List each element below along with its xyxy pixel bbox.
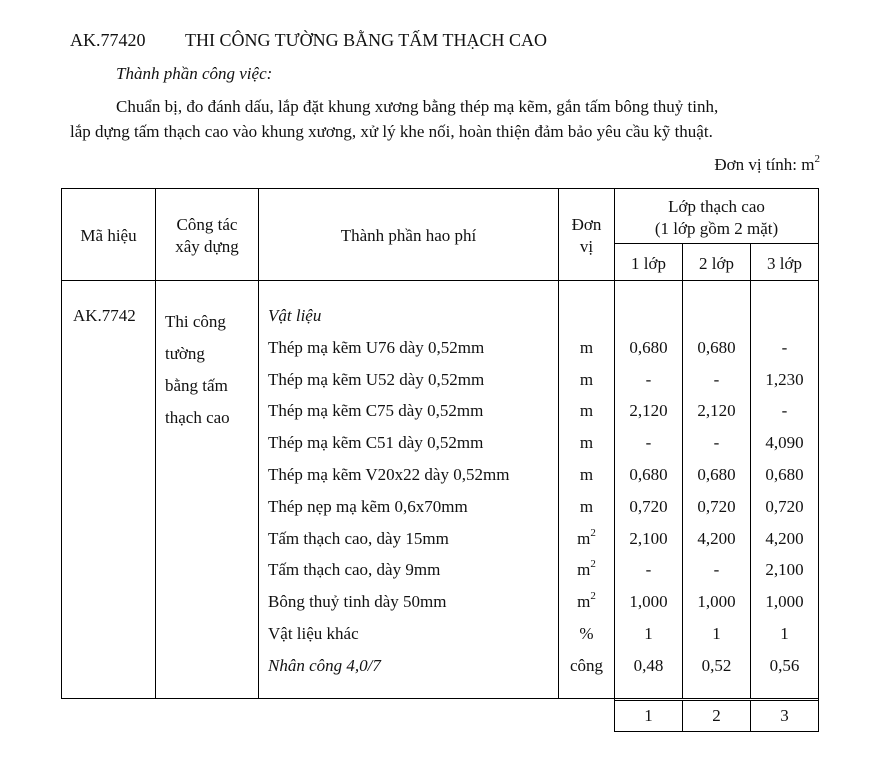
header-component: Thành phần hao phí xyxy=(340,226,477,245)
row-component-name: Vật liệu xyxy=(268,306,322,325)
row-component-name: Nhân công 4,0/7 xyxy=(268,656,381,675)
row-value-col-2: 0,680 xyxy=(697,465,736,484)
row-value-col-3: 4,090 xyxy=(765,433,804,452)
row-unit-text: m xyxy=(577,560,591,579)
unit-of-measure xyxy=(714,155,820,175)
row-value-col-1: 0,720 xyxy=(629,497,668,516)
row-value-col-1: 1,000 xyxy=(629,592,668,611)
row-unit-superscript: 2 xyxy=(590,558,596,571)
row-value-col-3: 1,230 xyxy=(765,370,804,389)
footer-bottom-border xyxy=(614,731,819,732)
work-description-line: Thi công xyxy=(165,312,226,331)
work-description-line-2: lắp dựng tấm thạch cao vào khung xương, xử lý khe nối, hoàn thiện đảm bảo yêu cầu kỹ thuật. xyxy=(70,122,713,141)
section-heading xyxy=(70,30,547,51)
header-col-3: 3 lớp xyxy=(767,254,802,273)
header-code: Mã hiệu xyxy=(80,226,137,245)
header-group xyxy=(615,196,818,240)
header-bottom-border xyxy=(61,280,819,281)
row-unit xyxy=(559,529,614,549)
header-col-2: 2 lớp xyxy=(699,254,734,273)
row-unit xyxy=(559,624,614,644)
footer-col-3: 3 xyxy=(780,706,789,725)
row-value-col-2: 1,000 xyxy=(697,592,736,611)
row-unit-text: m xyxy=(577,592,591,611)
row-unit-text: % xyxy=(579,624,594,643)
row-unit-text: m xyxy=(577,529,591,548)
header-work-line-1: Công tác xyxy=(176,215,238,234)
row-unit xyxy=(559,401,614,421)
row-value-col-2: 0,680 xyxy=(697,338,736,357)
row-unit-superscript: 2 xyxy=(590,527,596,540)
row-value-col-1: 2,100 xyxy=(629,529,668,548)
row-value-col-1: 1 xyxy=(644,624,653,643)
header-col-1: 1 lớp xyxy=(631,254,666,273)
row-unit xyxy=(559,338,614,358)
row-unit-text: m xyxy=(579,370,594,389)
row-value-col-3: 1 xyxy=(780,624,789,643)
row-value-col-3: 0,680 xyxy=(765,465,804,484)
work-components-label: Thành phần công việc: xyxy=(116,64,273,83)
row-value-col-1: - xyxy=(645,560,652,579)
row-value-col-2: - xyxy=(713,433,720,452)
work-code: AK.7742 xyxy=(73,306,136,325)
row-component-name: Thép mạ kẽm C51 dày 0,52mm xyxy=(268,433,484,452)
row-value-col-2: 2,120 xyxy=(697,401,736,420)
row-component-name: Thép mạ kẽm C75 dày 0,52mm xyxy=(268,401,484,420)
row-component-name: Tấm thạch cao, dày 9mm xyxy=(268,560,441,579)
row-value-col-1: 0,680 xyxy=(629,338,668,357)
row-unit xyxy=(559,433,614,453)
col-divider-2 xyxy=(258,188,259,699)
row-value-col-2: - xyxy=(713,370,720,389)
row-unit-text: công xyxy=(569,656,604,675)
row-unit xyxy=(559,497,614,517)
row-unit-text: m xyxy=(579,465,594,484)
row-value-col-3: - xyxy=(781,338,788,357)
row-value-col-1: - xyxy=(645,370,652,389)
row-value-col-1: 0,680 xyxy=(629,465,668,484)
row-component-name: Bông thuỷ tinh dày 50mm xyxy=(268,592,447,611)
header-unit xyxy=(559,214,614,258)
work-description-line: tường xyxy=(165,344,205,363)
header-group-line-2: (1 lớp gồm 2 mặt) xyxy=(654,219,779,238)
row-unit-text: m xyxy=(579,401,594,420)
row-component-name: Thép mạ kẽm U76 dày 0,52mm xyxy=(268,338,485,357)
row-value-col-3: - xyxy=(781,401,788,420)
section-code: AK.77420 xyxy=(70,30,146,50)
row-unit-text: m xyxy=(579,338,594,357)
row-value-col-1: 2,120 xyxy=(629,401,668,420)
header-group-line-1: Lớp thạch cao xyxy=(668,197,765,216)
header-unit-line-2: vị xyxy=(579,237,594,256)
row-value-col-3: 2,100 xyxy=(765,560,804,579)
work-description-line: bằng tấm xyxy=(165,376,228,395)
table-right-border xyxy=(818,188,819,732)
footer-top-border xyxy=(614,700,819,701)
row-unit-text: m xyxy=(579,497,594,516)
table-bottom-border xyxy=(61,698,819,699)
header-work-line-2: xây dựng xyxy=(175,237,239,256)
table-top-border xyxy=(61,188,819,189)
work-description xyxy=(165,306,230,434)
row-value-col-2: 4,200 xyxy=(697,529,736,548)
row-value-col-1: - xyxy=(645,433,652,452)
header-unit-line-1: Đơn xyxy=(571,215,602,234)
row-value-col-2: 0,720 xyxy=(697,497,736,516)
footer-col-2: 2 xyxy=(712,706,721,725)
row-value-col-1: 0,48 xyxy=(633,656,664,675)
row-component-name: Vật liệu khác xyxy=(268,624,359,643)
header-work xyxy=(156,214,258,258)
row-value-col-3: 0,720 xyxy=(765,497,804,516)
row-value-col-2: 0,52 xyxy=(701,656,732,675)
group-header-divider xyxy=(614,243,819,244)
row-component-name: Thép mạ kẽm U52 dày 0,52mm xyxy=(268,370,485,389)
row-value-col-3: 1,000 xyxy=(765,592,804,611)
table-left-border xyxy=(61,188,62,699)
unit-superscript: 2 xyxy=(814,153,820,166)
row-value-col-3: 4,200 xyxy=(765,529,804,548)
col-divider-1 xyxy=(155,188,156,699)
row-unit xyxy=(559,370,614,390)
row-unit-text: m xyxy=(579,433,594,452)
row-value-col-3: 0,56 xyxy=(769,656,800,675)
footer-col-1: 1 xyxy=(644,706,653,725)
row-component-name: Tấm thạch cao, dày 15mm xyxy=(268,529,449,548)
row-unit-superscript: 2 xyxy=(590,590,596,603)
row-component-name: Thép mạ kẽm V20x22 dày 0,52mm xyxy=(268,465,510,484)
work-description-line: thạch cao xyxy=(165,408,230,427)
row-unit xyxy=(559,465,614,485)
row-unit xyxy=(559,656,614,676)
unit-label: Đơn vị tính: m xyxy=(714,155,815,174)
row-value-col-2: - xyxy=(713,560,720,579)
work-description-line-1: Chuẩn bị, đo đánh dấu, lắp đặt khung xương bằng thép mạ kẽm, gắn tấm bông thuỷ tinh, xyxy=(116,97,719,116)
row-unit xyxy=(559,560,614,580)
row-component-name: Thép nẹp mạ kẽm 0,6x70mm xyxy=(268,497,468,516)
section-title: THI CÔNG TƯỜNG BẰNG TẤM THẠCH CAO xyxy=(185,30,547,50)
row-unit xyxy=(559,592,614,612)
row-value-col-2: 1 xyxy=(712,624,721,643)
